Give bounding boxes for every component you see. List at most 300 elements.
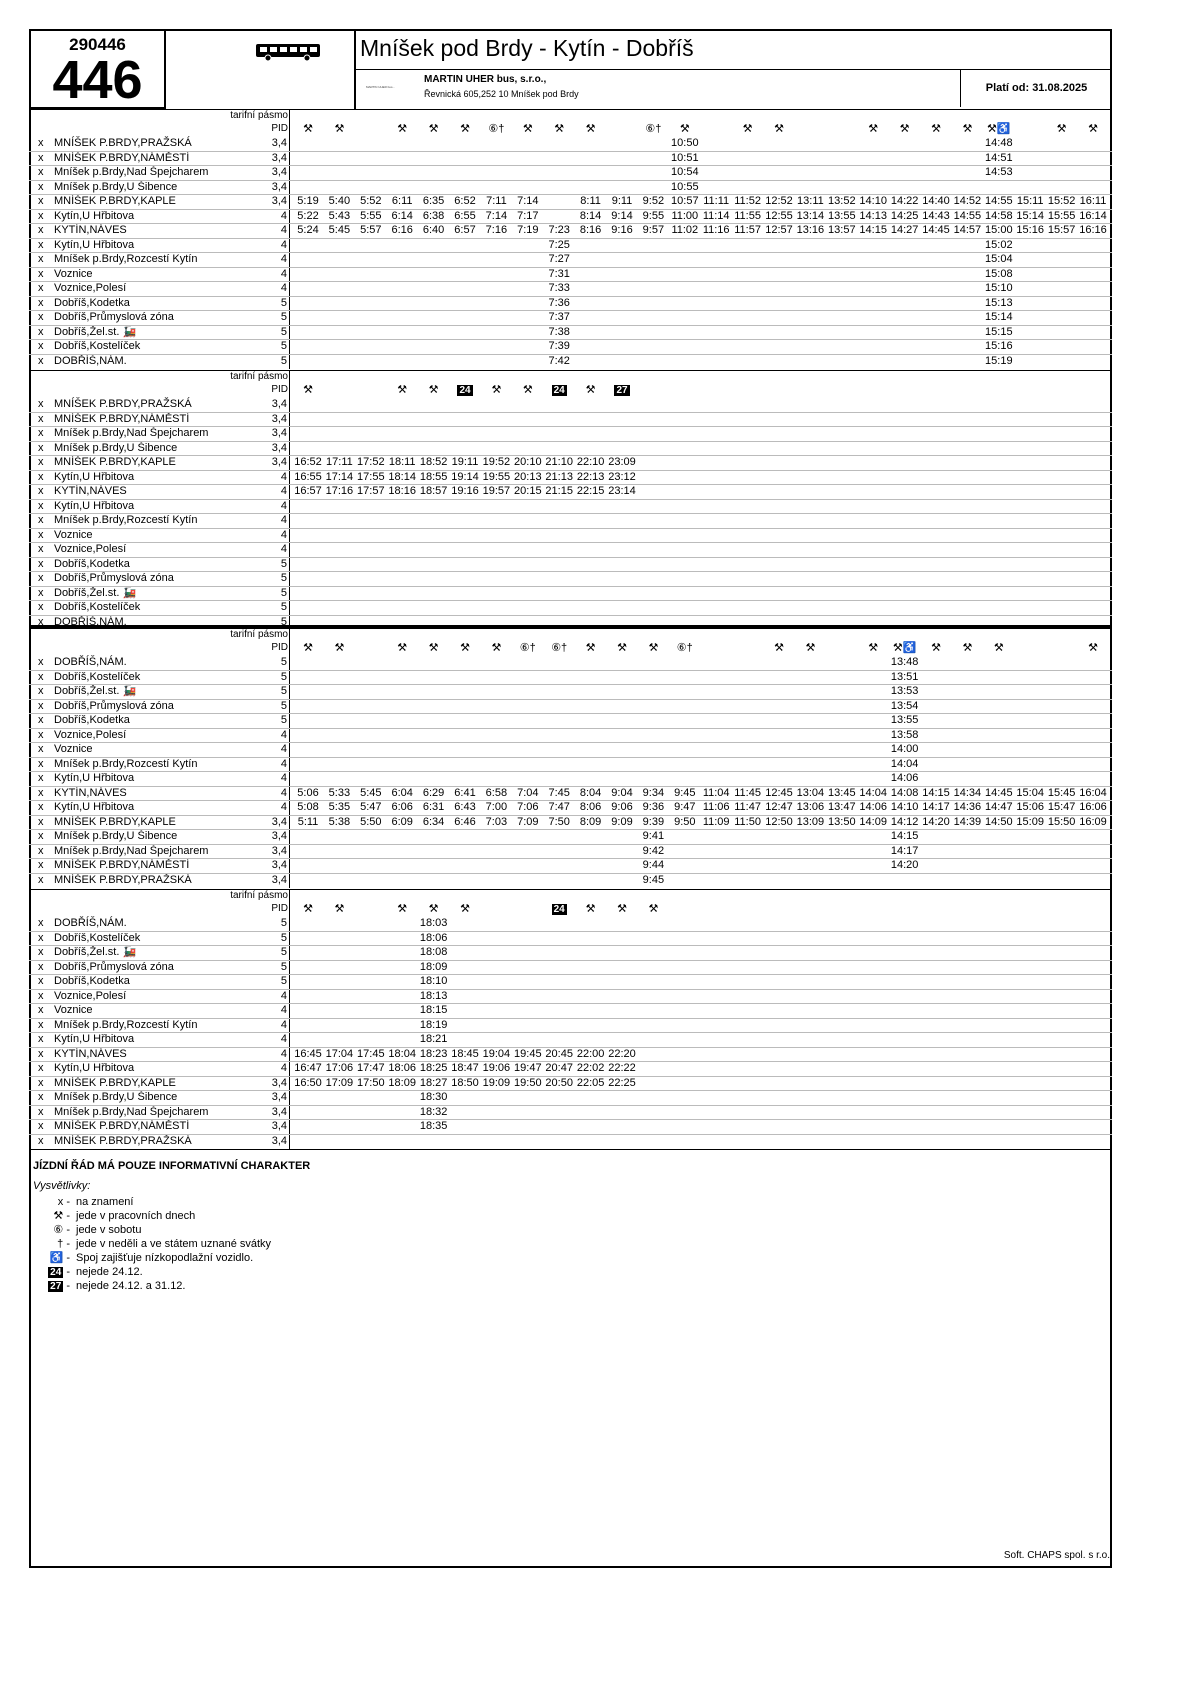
departure-time: 8:14	[579, 209, 602, 222]
request-stop-marker: x	[38, 238, 44, 251]
departure-time: 14:00	[890, 743, 919, 755]
departure-time: 19:11	[451, 456, 479, 468]
departure-time: 18:06	[419, 931, 448, 944]
row-separator	[29, 829, 1112, 830]
departure-time: 6:16	[391, 224, 413, 236]
departure-time: 19:09	[482, 1076, 511, 1089]
departure-time: 14:25	[890, 209, 919, 222]
stop-name: KYTÍN,NÁVES	[54, 1047, 127, 1060]
departure-time: 11:47	[734, 801, 761, 813]
departure-time: 5:11	[297, 815, 319, 828]
departure-time: 19:47	[514, 1062, 542, 1074]
stop-name: Voznice,Polesí	[54, 989, 127, 1002]
request-stop-marker: x	[38, 714, 44, 726]
request-stop-marker: x	[38, 1076, 44, 1089]
departure-time: 14:34	[953, 786, 982, 799]
departure-time: 9:57	[642, 224, 665, 236]
request-stop-marker: x	[38, 572, 44, 584]
departure-time: 6:52	[454, 195, 476, 207]
departure-time: 12:52	[765, 195, 793, 207]
departure-time: 14:15	[859, 224, 887, 236]
departure-time: 5:40	[328, 195, 351, 207]
request-stop-marker: x	[38, 195, 44, 207]
request-stop-marker: x	[38, 975, 44, 987]
stop-name: Mníšek p.Brdy,Nad Špejcharem	[54, 1105, 209, 1118]
departure-time: 12:47	[765, 801, 793, 813]
trip-mark: ⚒	[397, 123, 408, 135]
departure-time: 5:57	[360, 224, 382, 236]
departure-time: 15:04	[1016, 786, 1044, 799]
departure-time: 14:47	[985, 801, 1013, 813]
legend-text: Spoj zajišťuje nízkopodlažní vozidlo.	[76, 1252, 254, 1264]
departure-time: 15:13	[985, 296, 1013, 309]
departure-time: 22:00	[576, 1047, 605, 1060]
departure-time: 15:14	[1016, 209, 1044, 222]
stop-zone: 3,4	[271, 195, 287, 207]
departure-time: 6:57	[454, 224, 476, 236]
departure-time: 6:31	[422, 801, 445, 813]
stop-name: Voznice,Polesí	[54, 728, 127, 741]
departure-time: 13:51	[890, 670, 919, 683]
request-stop-marker: x	[38, 543, 44, 555]
stop-zone: 3,4	[271, 815, 287, 828]
departure-time: 7:39	[548, 340, 570, 352]
row-separator	[29, 1003, 1112, 1004]
row-separator	[29, 699, 1112, 700]
row-separator	[29, 151, 1112, 152]
stop-name: Kytín,U Hřbitova	[54, 499, 135, 512]
departure-time: 9:44	[642, 859, 665, 871]
trip-mark: ⚒	[397, 903, 408, 915]
operator-name: MARTIN UHER bus, s.r.o.,	[424, 74, 547, 85]
departure-time: 23:12	[608, 470, 636, 483]
restriction-badge: 27	[50, 1281, 62, 1292]
stop-name: Voznice	[54, 528, 93, 541]
trip-mark: ⚒	[460, 903, 470, 915]
stop-name: DOBŘÍŠ,NÁM.	[54, 656, 127, 668]
departure-time: 6:43	[454, 801, 476, 813]
validity-box	[960, 69, 1112, 107]
departure-time: 9:52	[642, 195, 665, 207]
stop-zone: 3,4	[271, 844, 287, 857]
stop-zone: 5	[280, 354, 287, 367]
stop-zone: 5	[280, 557, 287, 570]
request-stop-marker: x	[38, 1004, 44, 1016]
departure-time: 7:45	[548, 786, 570, 799]
stop-zone: 5	[280, 572, 287, 584]
trip-mark: ⚒	[522, 384, 533, 396]
departure-time: 13:09	[796, 815, 825, 828]
departure-time: 13:57	[828, 224, 856, 236]
departure-time: 18:23	[419, 1047, 448, 1060]
departure-time: 17:50	[357, 1076, 385, 1089]
departure-time: 9:06	[611, 801, 633, 813]
stop-zone: 5	[280, 685, 287, 697]
request-stop-marker: x	[38, 209, 44, 222]
stop-name: Voznice	[54, 743, 93, 755]
departure-time: 5:33	[328, 786, 351, 799]
request-stop-marker: x	[38, 557, 44, 570]
stop-zone: 3,4	[271, 412, 287, 425]
departure-time: 15:57	[1047, 224, 1076, 236]
departure-time: 5:50	[360, 815, 382, 828]
route-title: Mníšek pod Brdy - Kytín - Dobříš	[360, 35, 694, 61]
departure-time: 6:55	[454, 209, 476, 222]
row-separator	[29, 1105, 1112, 1106]
departure-time: 16:55	[294, 470, 322, 483]
legend-text: jede v neděli a ve státem uznané svátky	[76, 1238, 272, 1250]
departure-time: 15:50	[1047, 815, 1076, 828]
departure-time: 14:55	[985, 195, 1013, 207]
departure-time: 14:22	[890, 195, 919, 207]
departure-time: 22:13	[576, 470, 605, 483]
departure-time: 14:50	[985, 815, 1013, 828]
trip-mark: ⚒	[491, 384, 502, 396]
trip-mark: ⚒	[397, 384, 408, 396]
departure-time: 18:57	[419, 485, 448, 497]
departure-time: 16:16	[1079, 224, 1107, 236]
bus-icon	[255, 42, 321, 62]
stop-zone: 5	[280, 714, 287, 726]
stop-name: Kytín,U Hřbitova	[54, 801, 135, 813]
departure-time: 7:31	[548, 267, 570, 280]
departure-time: 15:11	[1016, 195, 1044, 207]
departure-time: 16:06	[1079, 801, 1107, 813]
departure-time: 6:35	[422, 195, 445, 207]
departure-time: 9:04	[611, 786, 633, 799]
row-separator	[29, 873, 1112, 874]
departure-time: 22:22	[608, 1062, 636, 1074]
stop-name: Mníšek p.Brdy,U Šibence	[54, 180, 178, 193]
trip-mark: ⚒	[428, 903, 439, 915]
departure-time: 7:27	[548, 253, 570, 265]
stop-zone: 4	[280, 743, 287, 755]
trip-mark	[606, 384, 638, 396]
request-stop-marker: x	[38, 873, 44, 886]
departure-time: 9:09	[611, 815, 633, 828]
departure-time: 20:50	[545, 1076, 573, 1089]
departure-time: 13:06	[796, 801, 825, 813]
restriction-badge: 24	[553, 385, 565, 396]
stop-zone: 5	[280, 699, 287, 712]
stop-name: MNÍŠEK P.BRDY,KAPLE	[54, 456, 176, 468]
stop-zone: 4	[280, 728, 287, 741]
column-divider	[289, 370, 290, 630]
stop-name: Voznice,Polesí	[54, 543, 127, 555]
request-stop-marker: x	[38, 830, 44, 842]
departure-time: 6:38	[422, 209, 445, 222]
departure-time: 5:24	[297, 224, 319, 236]
stop-name: Voznice,Polesí	[54, 282, 127, 294]
departure-time: 14:08	[890, 786, 919, 799]
request-stop-marker: x	[38, 656, 44, 668]
departure-time: 9:36	[642, 801, 665, 813]
request-stop-marker: x	[38, 685, 44, 697]
departure-time: 18:03	[419, 917, 448, 929]
departure-time: 18:55	[419, 470, 448, 483]
request-stop-marker: x	[38, 1134, 44, 1147]
stop-name: Mníšek p.Brdy,Rozcestí Kytín	[54, 1018, 198, 1031]
row-separator	[29, 1018, 1112, 1019]
section-separator	[29, 625, 1112, 629]
stop-zone: 4	[280, 1033, 287, 1045]
stop-name: Dobříš,Kodetka	[54, 296, 130, 309]
request-stop-marker: x	[38, 743, 44, 755]
departure-time: 14:17	[922, 801, 950, 813]
departure-time: 7:00	[485, 801, 508, 813]
stop-zone: 4	[280, 1018, 287, 1031]
departure-time: 11:14	[702, 209, 730, 222]
line-number-box	[29, 29, 166, 109]
trip-mark: ⚒	[1056, 123, 1067, 135]
departure-time: 18:50	[451, 1076, 479, 1089]
row-separator	[29, 180, 1112, 181]
departure-time: 19:57	[482, 485, 511, 497]
operator-box	[356, 69, 960, 109]
departure-time: 16:52	[294, 456, 322, 468]
request-stop-marker: x	[38, 1091, 44, 1103]
departure-time: 22:15	[576, 485, 605, 497]
request-stop-marker: x	[38, 586, 44, 599]
stop-zone: 4	[280, 514, 287, 526]
departure-time: 7:36	[548, 296, 570, 309]
stop-zone: 5	[280, 615, 287, 628]
stop-name: Dobříš,Kodetka	[54, 975, 130, 987]
stop-zone: 5	[280, 946, 287, 958]
request-stop-marker: x	[38, 499, 44, 512]
departure-time: 17:47	[357, 1062, 385, 1074]
stop-zone: 4	[280, 253, 287, 265]
stop-zone: 3,4	[271, 151, 287, 164]
request-stop-marker: x	[38, 772, 44, 784]
departure-time: 20:45	[545, 1047, 573, 1060]
request-stop-marker: x	[38, 427, 44, 439]
stop-zone: 4	[280, 1004, 287, 1016]
stop-name: Dobříš,Průmyslová zóna	[54, 699, 174, 712]
stop-zone: 3,4	[271, 1134, 287, 1147]
departure-time: 19:45	[514, 1047, 542, 1060]
stop-zone: 3,4	[271, 427, 287, 439]
departure-time: 9:47	[674, 801, 696, 813]
stop-name: MNÍŠEK P.BRDY,PRAŽSKÁ	[54, 398, 192, 410]
departure-time: 11:57	[734, 224, 761, 236]
trip-mark: ⚒	[334, 903, 345, 915]
departure-time: 14:06	[890, 772, 919, 784]
trip-mark: ⚒	[460, 642, 470, 654]
trip-mark: ⚒	[805, 642, 816, 654]
departure-time: 11:16	[702, 224, 730, 236]
departure-time: 9:45	[642, 873, 665, 886]
stop-zone: 4	[280, 238, 287, 251]
stop-name: MNÍŠEK P.BRDY,NÁMĚSTÍ	[54, 412, 190, 425]
stop-zone: 4	[280, 757, 287, 770]
stop-name: MNÍŠEK P.BRDY,PRAŽSKÁ	[54, 873, 192, 886]
departure-time: 9:11	[611, 195, 633, 207]
departure-time: 18:06	[388, 1062, 416, 1074]
trip-mark: ⚒	[962, 123, 973, 135]
stop-zone: 3,4	[271, 1105, 287, 1118]
departure-time: 13:55	[828, 209, 856, 222]
column-divider	[289, 889, 290, 1149]
stop-name: MNÍŠEK P.BRDY,KAPLE	[54, 1076, 176, 1089]
legend-text: jede v sobotu	[76, 1224, 142, 1236]
request-stop-marker: x	[38, 1047, 44, 1060]
row-separator	[29, 600, 1112, 601]
trip-mark: ⚒	[679, 123, 690, 135]
column-divider	[289, 109, 290, 369]
departure-time: 7:47	[548, 801, 570, 813]
departure-time: 13:55	[890, 714, 919, 726]
stop-name: Dobříš,Žel.st. 🚂	[54, 586, 137, 599]
stop-zone: 4	[280, 543, 287, 555]
departure-time: 15:06	[1016, 801, 1044, 813]
trip-mark: ⚒	[931, 123, 941, 135]
trip-mark: ⚒	[617, 903, 627, 915]
departure-time: 7:06	[517, 801, 539, 813]
departure-time: 21:13	[545, 470, 573, 483]
request-stop-marker: x	[38, 166, 44, 178]
departure-time: 15:09	[1016, 815, 1044, 828]
departure-time: 11:45	[734, 786, 761, 799]
stop-zone: 5	[280, 311, 287, 323]
departure-time: 13:47	[828, 801, 856, 813]
request-stop-marker: x	[38, 757, 44, 770]
departure-time: 7:03	[485, 815, 508, 828]
trip-mark: ⚒	[868, 123, 879, 135]
row-separator	[29, 542, 1112, 543]
stop-zone: 4	[280, 282, 287, 294]
stop-name: Kytín,U Hřbitova	[54, 1062, 135, 1074]
departure-time: 17:11	[326, 456, 353, 468]
request-stop-marker: x	[38, 960, 44, 973]
trip-mark: ⚒	[303, 384, 313, 396]
line-number: 446	[52, 50, 143, 110]
request-stop-marker: x	[38, 670, 44, 683]
departure-time: 22:10	[576, 456, 605, 468]
stop-zone: 3,4	[271, 180, 287, 193]
departure-time: 13:52	[828, 195, 856, 207]
trip-mark: ⑥†	[488, 123, 505, 135]
departure-time: 19:04	[482, 1047, 511, 1060]
row-separator	[29, 1090, 1112, 1091]
departure-time: 18:35	[419, 1120, 448, 1132]
row-separator	[29, 513, 1112, 514]
departure-time: 5:35	[328, 801, 351, 813]
departure-time: 21:10	[545, 456, 573, 468]
departure-time: 11:04	[702, 786, 730, 799]
departure-time: 21:15	[545, 485, 573, 497]
request-stop-marker: x	[38, 917, 44, 929]
zone-header: tarifní pásmo	[230, 110, 288, 121]
stop-zone: 5	[280, 656, 287, 668]
departure-time: 14:04	[859, 786, 887, 799]
departure-time: 9:55	[642, 209, 665, 222]
stop-name: MNÍŠEK P.BRDY,NÁMĚSTÍ	[54, 151, 190, 164]
stop-name: MNÍŠEK P.BRDY,KAPLE	[54, 815, 176, 828]
legend-title: Vysvětlivky:	[33, 1180, 91, 1192]
departure-time: 6:09	[391, 815, 413, 828]
trip-mark: ⚒	[303, 642, 313, 654]
legend-text: nejede 24.12. a 31.12.	[76, 1280, 186, 1292]
departure-time: 19:16	[451, 485, 479, 497]
departure-time: 15:45	[1047, 786, 1076, 799]
departure-time: 23:09	[608, 456, 636, 468]
stop-name: KYTÍN,NÁVES	[54, 485, 127, 497]
legend-symbol: ⚒ -	[53, 1210, 70, 1222]
stop-name: Dobříš,Kodetka	[54, 557, 130, 570]
stop-name: KYTÍN,NÁVES	[54, 786, 127, 799]
trip-mark: ⚒♿	[987, 123, 1011, 135]
request-stop-marker: x	[38, 786, 44, 799]
stop-zone: 3,4	[271, 456, 287, 468]
stop-zone: 5	[280, 296, 287, 309]
departure-time: 14:10	[890, 801, 919, 813]
request-stop-marker: x	[38, 311, 44, 323]
departure-time: 13:04	[796, 786, 825, 799]
departure-time: 10:51	[671, 151, 699, 164]
restriction-badge: 27	[616, 385, 628, 396]
departure-time: 19:50	[514, 1076, 542, 1089]
row-separator	[29, 728, 1112, 729]
row-separator	[29, 1134, 1112, 1135]
row-separator	[29, 945, 1112, 946]
departure-time: 18:10	[419, 975, 448, 987]
stop-zone: 3,4	[271, 137, 287, 149]
departure-time: 13:50	[828, 815, 856, 828]
legend-symbol: 24 -	[50, 1266, 70, 1278]
request-stop-marker: x	[38, 946, 44, 958]
departure-time: 19:52	[482, 456, 511, 468]
departure-time: 5:52	[360, 195, 382, 207]
departure-time: 14:39	[953, 815, 982, 828]
legend-symbol: ⑥ -	[53, 1224, 70, 1236]
request-stop-marker: x	[38, 528, 44, 541]
departure-time: 11:50	[734, 815, 761, 828]
line-code: 290446	[69, 35, 126, 54]
request-stop-marker: x	[38, 282, 44, 294]
departure-time: 8:06	[579, 801, 602, 813]
trip-mark: ⚒	[334, 123, 345, 135]
departure-time: 11:52	[734, 195, 761, 207]
departure-time: 5:22	[297, 209, 319, 222]
request-stop-marker: x	[38, 354, 44, 367]
stop-zone: 5	[280, 340, 287, 352]
departure-time: 13:58	[890, 728, 919, 741]
stop-zone: 4	[280, 499, 287, 512]
departure-time: 18:16	[388, 485, 416, 497]
departure-time: 12:50	[765, 815, 793, 828]
request-stop-marker: x	[38, 224, 44, 236]
departure-time: 14:55	[953, 209, 982, 222]
departure-time: 14:51	[985, 151, 1013, 164]
departure-time: 23:14	[608, 485, 636, 497]
departure-time: 20:13	[514, 470, 542, 483]
departure-time: 18:14	[388, 470, 416, 483]
request-stop-marker: x	[38, 441, 44, 454]
departure-time: 14:52	[953, 195, 982, 207]
stop-zone: 4	[280, 224, 287, 236]
departure-time: 6:14	[391, 209, 413, 222]
stop-name: Mníšek p.Brdy,Rozcestí Kytín	[54, 253, 198, 265]
departure-time: 18:47	[451, 1062, 479, 1074]
request-stop-marker: x	[38, 325, 44, 338]
departure-time: 14:43	[922, 209, 950, 222]
stop-zone: 3,4	[271, 166, 287, 178]
trip-mark: ⚒	[868, 642, 879, 654]
stop-zone: 3,4	[271, 398, 287, 410]
departure-time: 6:06	[391, 801, 413, 813]
row-separator	[29, 742, 1112, 743]
